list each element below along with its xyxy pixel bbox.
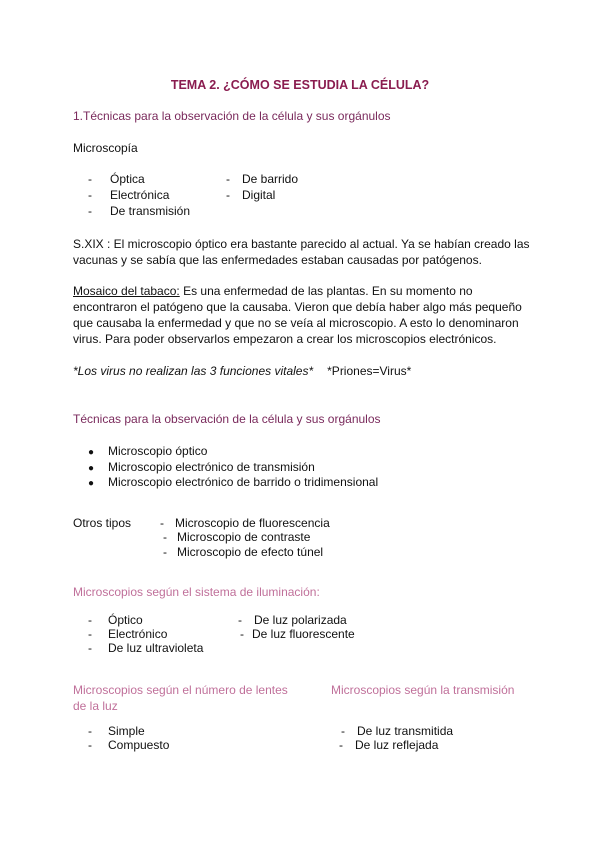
list-item: - Compuesto <box>88 738 170 752</box>
section2-heading: Técnicas para la observación de la célula y sus orgánulos <box>73 412 381 426</box>
list-item: - De luz reflejada <box>339 738 439 752</box>
lentes-heading: Microscopios según el número de lentes de la luz <box>73 683 288 713</box>
list-item: - Óptica <box>88 172 145 186</box>
transmision-heading: Microscopios según la transmisión <box>331 683 515 697</box>
microscopia-label: Microscopía <box>73 141 138 155</box>
list-item: - De luz ultravioleta <box>88 641 204 655</box>
list-item: - De luz fluorescente <box>240 627 355 641</box>
list-item: - Digital <box>226 188 276 202</box>
note-virus: *Los virus no realizan las 3 funciones vitales* <box>73 364 314 378</box>
list-item: - De luz transmitida <box>341 724 454 738</box>
section1-heading: 1.Técnicas para la observación de la célula y sus orgánulos <box>73 109 391 123</box>
list-item: - De barrido <box>226 172 299 186</box>
page-title: TEMA 2. ¿CÓMO SE ESTUDIA LA CÉLULA? <box>170 78 430 92</box>
list-item: - Óptico <box>88 613 143 627</box>
list-item: - Simple <box>88 724 145 738</box>
list-item: - Microscopio de contraste <box>163 530 311 544</box>
list-item: - Microscopio de fluorescencia <box>160 516 330 530</box>
list-item: - Electrónica <box>88 188 170 202</box>
list-item: ● Microscopio electrónico de transmisión <box>88 460 315 474</box>
iluminacion-heading: Microscopios según el sistema de iluminación: <box>73 585 320 599</box>
list-item: - Electrónico <box>88 627 168 641</box>
mosaico-paragraph: Mosaico del tabaco: Es una enfermedad de las plantas. En su momento no encontraron el patógeno que la causaba. Vieron que debía haber algo más pequeño que causaba la enfermedad y que no se veía al microscopio. A esto lo denominaron virus. Para poder observarlos empezaron a crear los microscopios electrónicos. <box>73 284 522 346</box>
list-item: - De transmisión <box>88 204 191 218</box>
note-priones: *Priones=Virus* <box>327 364 412 378</box>
mosaico-label: Mosaico del tabaco: <box>73 284 180 298</box>
note-line <box>73 363 411 379</box>
sxix-paragraph: S.XIX : El microscopio óptico era bastante parecido al actual. Ya se habían creado las vacunas y se sabía que las enfermedades estaban causadas por patógenos. <box>73 237 530 267</box>
list-item: - Microscopio de efecto túnel <box>163 545 324 559</box>
otros-label: Otros tipos <box>73 516 132 530</box>
list-item: ● Microscopio electrónico de barrido o tridimensional <box>88 475 379 489</box>
list-item: ● Microscopio óptico <box>88 444 208 458</box>
list-item: - De luz polarizada <box>238 613 347 627</box>
